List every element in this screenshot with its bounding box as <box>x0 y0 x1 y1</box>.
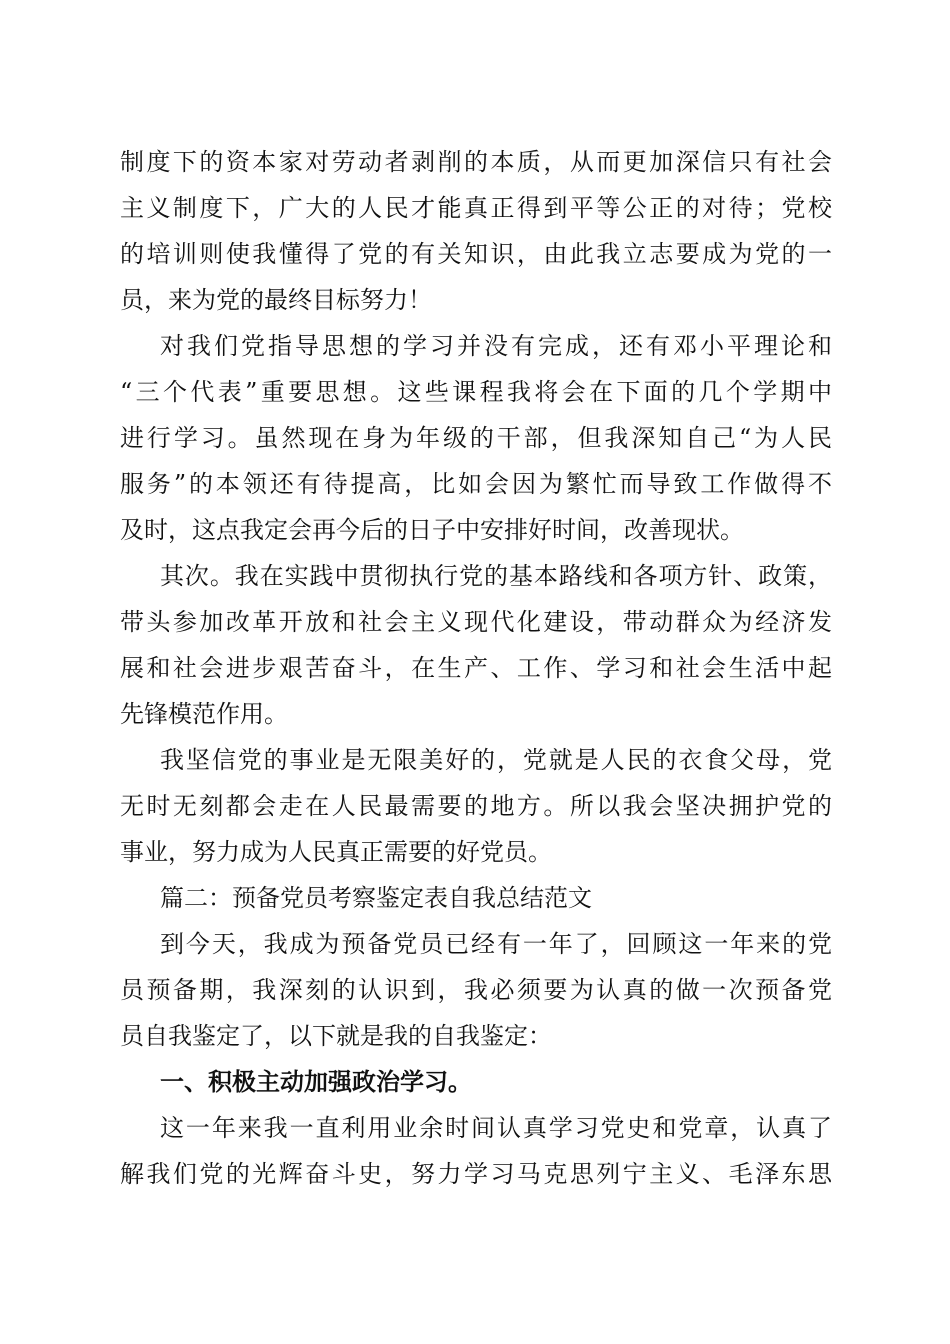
paragraph-first-line: 其次。我在实践中贯彻执行党的基本路线和各项方针、政策， <box>160 562 832 590</box>
text-line: “三个代表”重要思想。这些课程我将会在下面的几个学期中 <box>120 378 832 406</box>
text-line: 服务”的本领还有待提高，比如会因为繁忙而导致工作做得不 <box>120 470 832 498</box>
paragraph-first-line: 对我们党指导思想的学习并没有完成，还有邓小平理论和 <box>160 332 832 360</box>
section-title: 篇二：预备党员考察鉴定表自我总结范文 <box>160 884 592 912</box>
text-line: 员自我鉴定了，以下就是我的自我鉴定： <box>120 1022 552 1050</box>
text-line: 解我们党的光辉奋斗史，努力学习马克思列宁主义、毛泽东思 <box>120 1160 832 1188</box>
text-line: 主义制度下，广大的人民才能真正得到平等公正的对待；党校 <box>120 194 832 222</box>
text-line: 展和社会进步艰苦奋斗，在生产、工作、学习和社会生活中起 <box>120 654 832 682</box>
text-line: 制度下的资本家对劳动者剥削的本质，从而更加深信只有社会 <box>120 148 832 176</box>
text-line: 员，来为党的最终目标努力！ <box>120 286 432 314</box>
text-line: 先锋模范作用。 <box>120 700 288 728</box>
paragraph-first-line: 到今天，我成为预备党员已经有一年了，回顾这一年来的党 <box>160 930 832 958</box>
text-line: 事业，努力成为人民真正需要的好党员。 <box>120 838 552 866</box>
subheading: 一、积极主动加强政治学习。 <box>160 1068 472 1096</box>
text-line: 员预备期，我深刻的认识到，我必须要为认真的做一次预备党 <box>120 976 832 1004</box>
text-line: 进行学习。虽然现在身为年级的干部，但我深知自己“为人民 <box>120 424 832 452</box>
text-line: 无时无刻都会走在人民最需要的地方。所以我会坚决拥护党的 <box>120 792 832 820</box>
text-line: 带头参加改革开放和社会主义现代化建设，带动群众为经济发 <box>120 608 832 636</box>
paragraph-first-line: 我坚信党的事业是无限美好的，党就是人民的衣食父母，党 <box>160 746 832 774</box>
text-line: 及时，这点我定会再今后的日子中安排好时间，改善现状。 <box>120 516 744 544</box>
paragraph-first-line: 这一年来我一直利用业余时间认真学习党史和党章，认真了 <box>160 1114 832 1142</box>
text-line: 的培训则使我懂得了党的有关知识，由此我立志要成为党的一 <box>120 240 832 268</box>
